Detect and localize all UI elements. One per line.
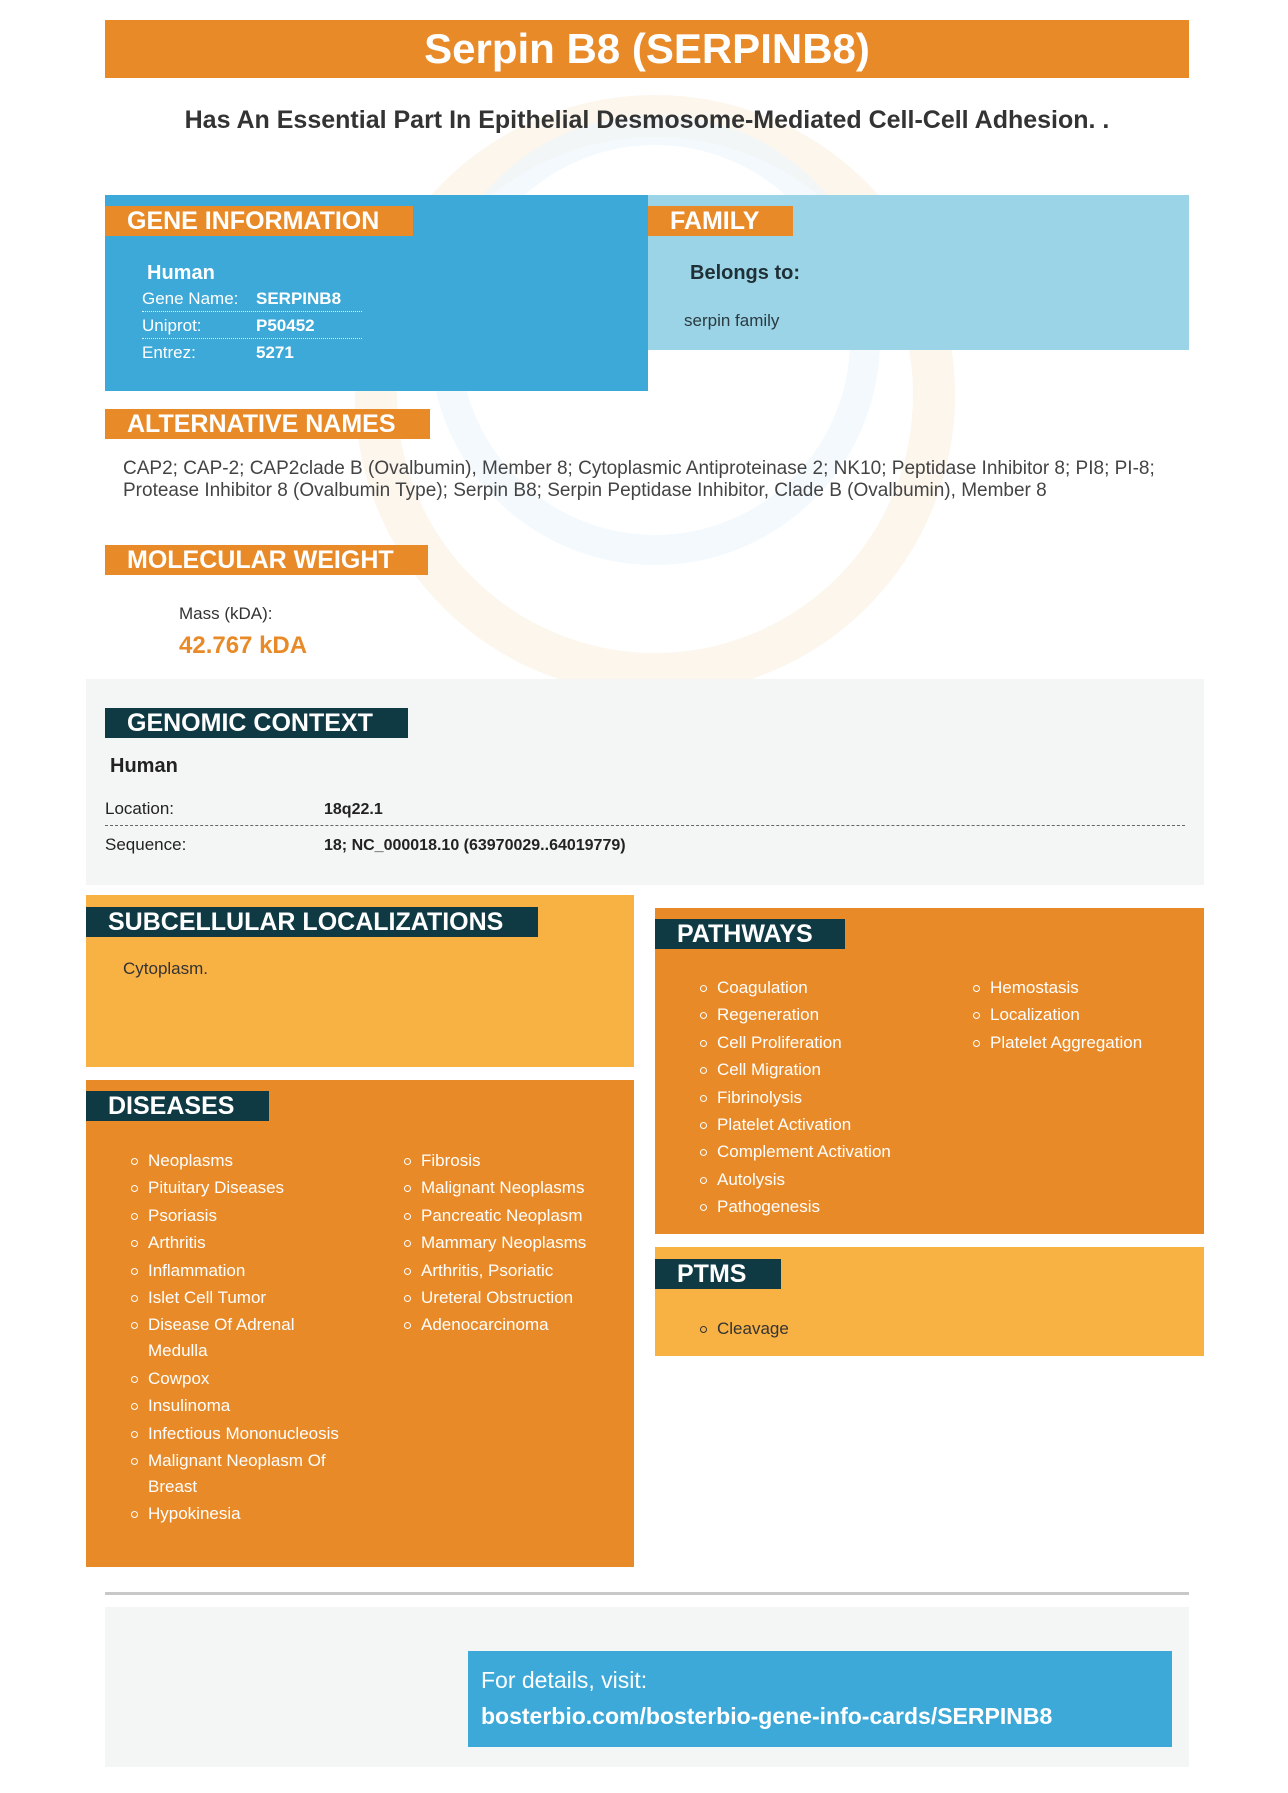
gene-name-value: SERPINB8 (256, 289, 342, 308)
list-item: Platelet Aggregation (973, 1030, 1198, 1056)
mass-label: Mass (kDA): (179, 604, 273, 623)
location-row (105, 791, 1185, 826)
gene-name-row (142, 285, 362, 312)
list-item: Pathogenesis (700, 1194, 940, 1220)
list-item: Arthritis (131, 1230, 351, 1256)
gene-information-heading: GENE INFORMATION (105, 206, 413, 236)
list-item: Coagulation (700, 975, 940, 1001)
list-item: Fibrosis (404, 1148, 629, 1174)
genomic-context-panel (86, 679, 1204, 885)
list-item: Cowpox (131, 1366, 351, 1392)
pathways-list-col1 (700, 975, 940, 1222)
family-value: serpin family (684, 311, 780, 330)
list-item: Hypokinesia (131, 1501, 351, 1527)
pathways-panel (655, 908, 1204, 1234)
visit-link-box[interactable] (468, 1651, 1172, 1747)
list-item: Complement Activation (700, 1139, 940, 1165)
subcellular-panel (86, 895, 634, 1067)
entrez-label: Entrez: (142, 343, 196, 362)
list-item: Malignant Neoplasm Of Breast (131, 1448, 351, 1500)
pathways-heading: PATHWAYS (655, 919, 845, 949)
diseases-list-col2 (404, 1148, 629, 1340)
list-item: Adenocarcinoma (404, 1312, 629, 1338)
list-item: Infectious Mononucleosis (131, 1421, 351, 1447)
location-label: Location: (105, 799, 174, 818)
ptms-heading: PTMS (655, 1259, 781, 1289)
pathways-list-col2 (973, 975, 1198, 1057)
list-item: Disease Of Adrenal Medulla (131, 1312, 351, 1364)
list-item: Insulinoma (131, 1393, 351, 1419)
uniprot-value: P50452 (256, 316, 315, 335)
genomic-context-heading: GENOMIC CONTEXT (105, 708, 408, 738)
location-value: 18q22.1 (324, 801, 383, 818)
list-item: Cell Proliferation (700, 1030, 940, 1056)
uniprot-label: Uniprot: (142, 316, 202, 335)
list-item: Pancreatic Neoplasm (404, 1203, 629, 1229)
uniprot-row (142, 312, 362, 339)
list-item: Arthritis, Psoriatic (404, 1258, 629, 1284)
list-item: Platelet Activation (700, 1112, 940, 1138)
ptms-panel (655, 1247, 1204, 1356)
list-item: Autolysis (700, 1167, 940, 1193)
page-title: Serpin B8 (SERPINB8) (105, 20, 1189, 78)
entrez-row (142, 339, 362, 366)
genomic-species: Human (110, 755, 178, 777)
diseases-panel (86, 1080, 634, 1567)
alternative-names-heading: ALTERNATIVE NAMES (105, 409, 430, 439)
diseases-heading: DISEASES (86, 1091, 269, 1121)
list-item: Neoplasms (131, 1148, 351, 1174)
sequence-row (105, 827, 1185, 862)
sequence-value: 18; NC_000018.10 (63970029..64019779) (324, 837, 626, 854)
list-item: Regeneration (700, 1002, 940, 1028)
list-item: Pituitary Diseases (131, 1175, 351, 1201)
list-item: Fibrinolysis (700, 1085, 940, 1111)
list-item: Islet Cell Tumor (131, 1285, 351, 1311)
list-item: Inflammation (131, 1258, 351, 1284)
list-item: Cell Migration (700, 1057, 940, 1083)
list-item: Malignant Neoplasms (404, 1175, 629, 1201)
page-subtitle: Has An Essential Part In Epithelial Desmosome-Mediated Cell-Cell Adhesion. . (184, 106, 1110, 134)
visit-label: For details, visit: (481, 1667, 648, 1693)
entrez-value: 5271 (256, 343, 294, 362)
subcellular-heading: SUBCELLULAR LOCALIZATIONS (86, 907, 538, 937)
footer-divider (105, 1592, 1189, 1595)
list-item: Ureteral Obstruction (404, 1285, 629, 1311)
family-belongs-label: Belongs to: (690, 262, 800, 284)
sequence-label: Sequence: (105, 835, 187, 854)
molecular-weight-heading: MOLECULAR WEIGHT (105, 545, 428, 575)
list-item: Localization (973, 1002, 1198, 1028)
gene-information-panel (105, 195, 648, 391)
list-item: Mammary Neoplasms (404, 1230, 629, 1256)
list-item: Hemostasis (973, 975, 1198, 1001)
visit-url-link[interactable]: bosterbio.com/bosterbio-gene-info-cards/SERPINB8 (481, 1703, 1053, 1729)
family-panel (648, 195, 1189, 350)
mass-value: 42.767 kDA (179, 632, 308, 659)
gene-name-label: Gene Name: (142, 289, 239, 308)
family-heading: FAMILY (648, 206, 793, 236)
diseases-list-col1 (131, 1148, 351, 1529)
subcellular-text: Cytoplasm. (123, 959, 209, 978)
gene-species: Human (147, 262, 215, 284)
list-item: Psoriasis (131, 1203, 351, 1229)
alternative-names-text: CAP2; CAP-2; CAP2clade B (Ovalbumin), Member 8; Cytoplasmic Antiproteinase 2; NK10; Peptidase Inhibitor 8; PI8; PI-8; Protease Inhibitor 8 (Ovalbumin Type); Serpin B8; Serpin Peptidase Inhibitor, Clade B (Ovalbumin), Member 8 (123, 458, 1155, 501)
list-item: Cleavage (700, 1316, 1000, 1342)
ptms-list (700, 1316, 1000, 1343)
